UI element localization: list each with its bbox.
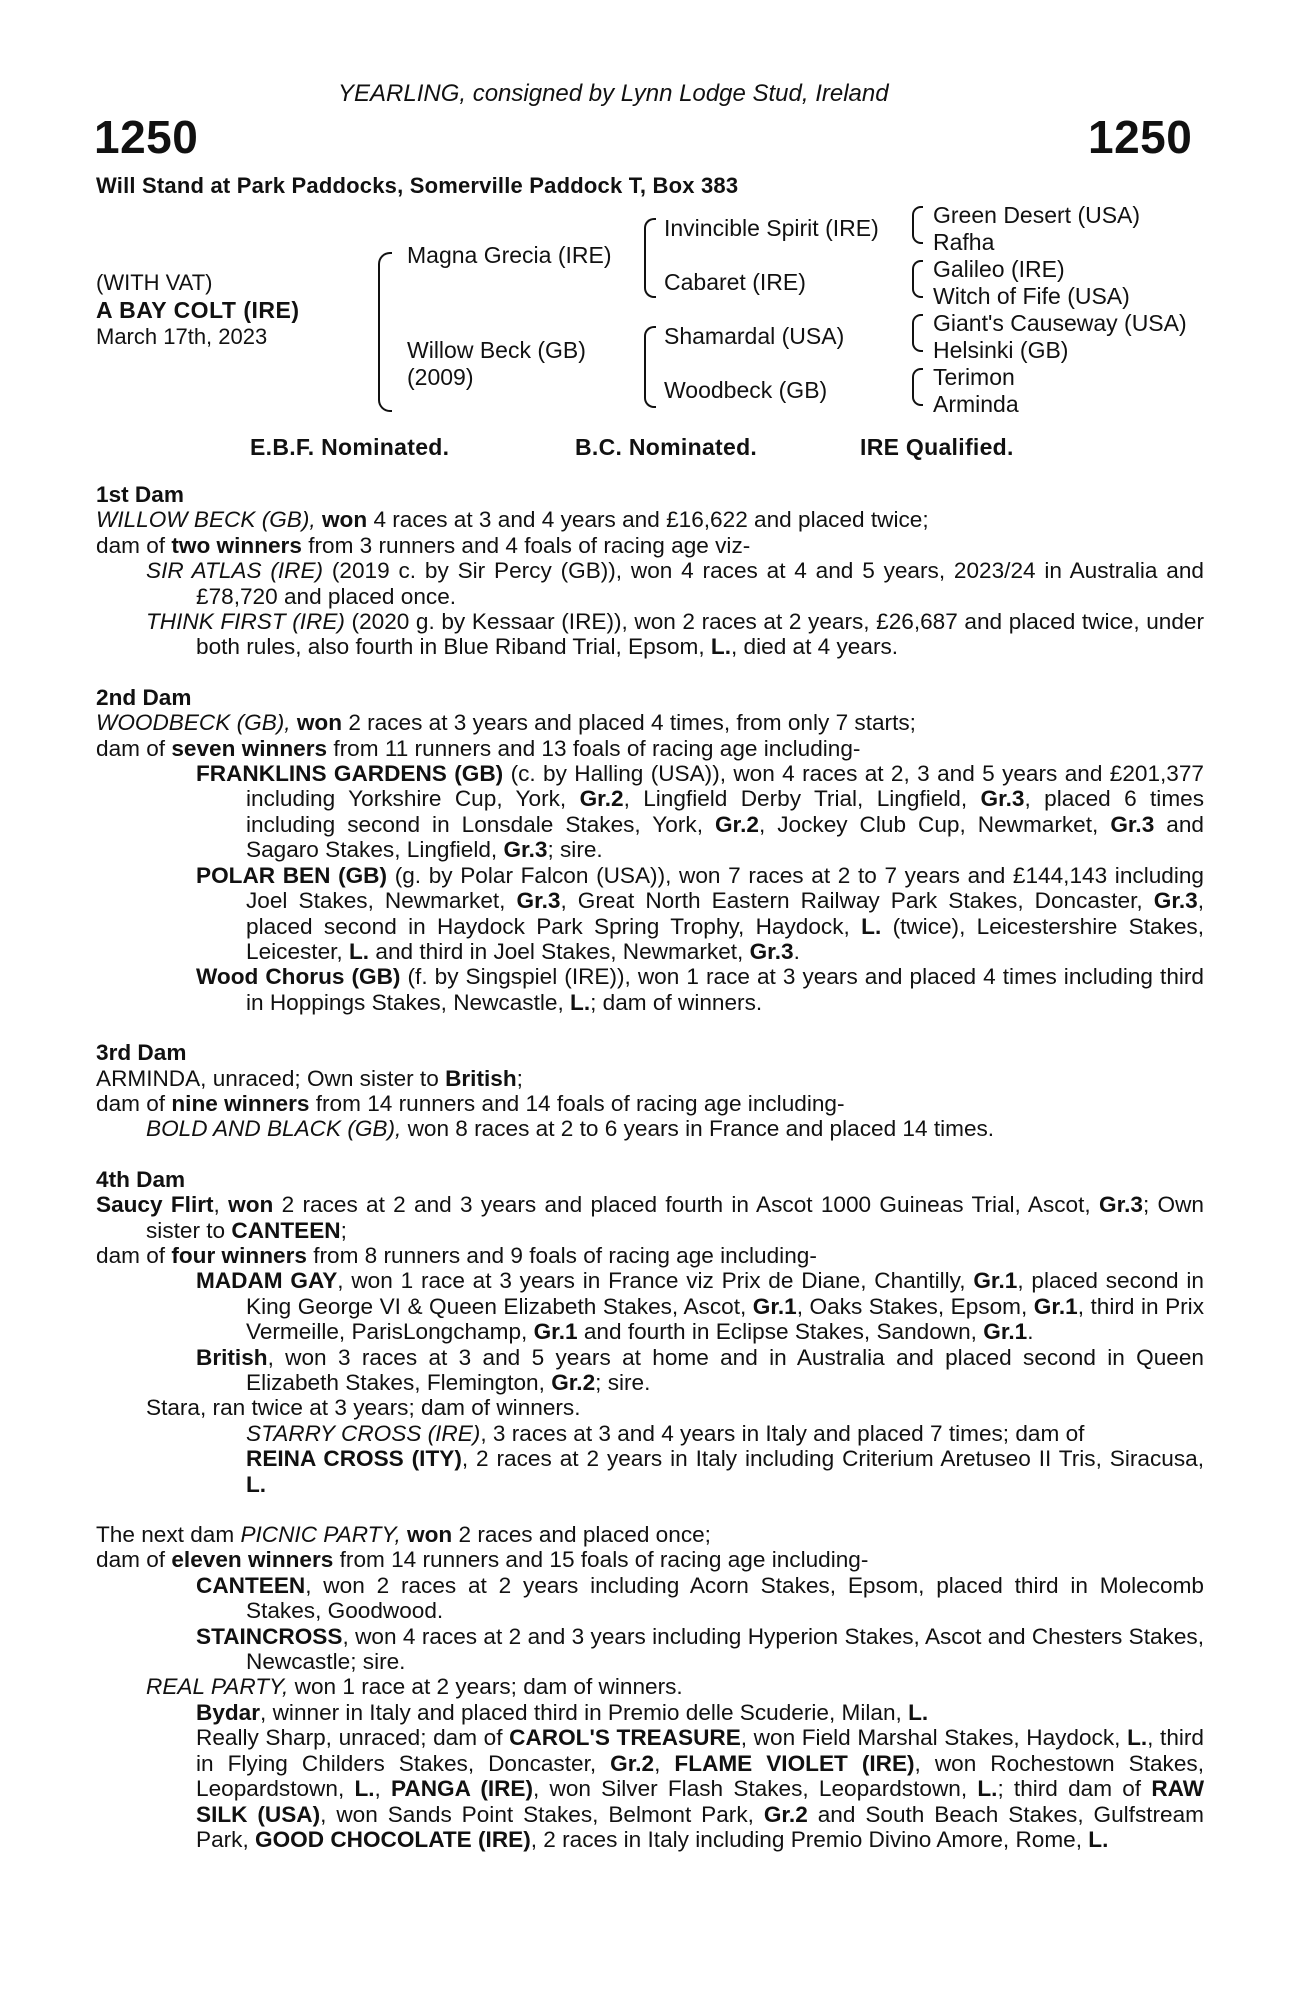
produce-name: POLAR BEN (GB) <box>196 862 388 888</box>
text: , placed second in King George VI & Queen Elizabeth Stakes, Ascot, <box>246 1268 1204 1319</box>
race-grade: Gr.1 <box>1033 1293 1078 1319</box>
text: , Great North Eastern Railway Park Stakes, Doncaster, <box>560 888 1143 914</box>
sire: Magna Grecia (IRE) <box>407 242 612 268</box>
grandproduce-entry <box>96 1421 1204 1446</box>
dam-dam-dam: Arminda <box>933 391 1019 417</box>
text: dam of <box>96 1090 166 1116</box>
produce-summary <box>96 736 1204 761</box>
text: dam of <box>96 1242 166 1268</box>
race-grade: Gr.2 <box>551 1370 596 1395</box>
text: . <box>1027 1319 1034 1345</box>
dam-name: WILLOW BECK (GB), <box>96 507 316 533</box>
pedigree-brace-sire-lower <box>644 256 656 298</box>
produce-record: , 2 races at 2 years in Italy including Criterium Aretuseo II Tris, Siracusa, <box>461 1446 1204 1472</box>
pedigree-brace-gen3-3 <box>912 314 923 352</box>
race-grade: L. <box>908 1699 929 1725</box>
dam-sire-dam: Helsinki (GB) <box>933 337 1069 363</box>
produce-entry <box>96 863 1204 965</box>
text: from 14 runners and 14 foals of racing age including- <box>315 1090 845 1116</box>
produce-record: won 8 races at 2 to 6 years in France and placed 14 times. <box>407 1116 995 1142</box>
text: dam of <box>96 532 166 558</box>
race-grade: Gr.2 <box>579 786 624 812</box>
vat-note: (WITH VAT) <box>96 270 213 295</box>
pedigree-brace-main <box>378 252 392 332</box>
produce-record: (c. by Halling (USA)), won 4 races at 2, 3 and 5 years and £201,377 including Yorkshire Cup, York, <box>246 761 1204 812</box>
produce-name: REAL PARTY, <box>146 1674 289 1700</box>
dam-record <box>96 507 1204 532</box>
race-grade: Gr.3 <box>749 938 794 964</box>
section-heading: 2nd Dam <box>96 684 192 710</box>
produce-name: CAROL'S TREASURE <box>509 1725 741 1751</box>
text: , Lingfield Derby Trial, Lingfield, <box>623 786 968 812</box>
text: , placed second in Haydock Park Spring Trophy, Haydock, <box>246 888 1204 939</box>
bc-nomination: B.C. Nominated. <box>575 434 758 460</box>
pedigree-brace-dam-lower <box>644 366 656 408</box>
produce-name: SIR ATLAS (IRE) <box>146 558 324 584</box>
produce-entry <box>96 558 1204 609</box>
text: ; sire. <box>547 837 603 863</box>
race-grade: Gr.3 <box>1110 811 1155 837</box>
text: ; <box>340 1217 347 1243</box>
text: ; third dam of <box>997 1776 1142 1802</box>
ebf-nomination: E.B.F. Nominated. <box>250 434 450 460</box>
race-grade: Gr.3 <box>516 888 561 914</box>
race-grade: Gr.2 <box>763 1801 808 1827</box>
produce-entry <box>96 1573 1204 1624</box>
race-grade: L. <box>977 1776 998 1802</box>
race-grade: Gr.3 <box>980 786 1025 812</box>
dam-record <box>96 710 1204 735</box>
text: , <box>374 1776 381 1802</box>
race-grade: L. <box>349 938 370 964</box>
sire-sire-sire: Green Desert (USA) <box>933 202 1141 228</box>
text: and Sagaro Stakes, Lingfield, <box>246 811 1204 863</box>
text: , third in Flying Childers Stakes, Doncaster, <box>196 1725 1204 1776</box>
produce-record: , won 2 races at 2 years including Acorn Stakes, Epsom, placed third in Molecomb Stakes, Goodwood. <box>246 1572 1204 1624</box>
race-grade: Gr.3 <box>1099 1192 1143 1218</box>
text: (twice), Leicestershire Stakes, Leicester, <box>246 913 1205 964</box>
sire-sire: Invincible Spirit (IRE) <box>664 215 879 241</box>
winners-count: nine winners <box>171 1090 310 1116</box>
sire-dam-dam: Witch of Fife (USA) <box>933 283 1130 309</box>
produce-summary <box>96 1243 1204 1268</box>
text: , Oaks Stakes, Epsom, <box>796 1293 1028 1319</box>
race-grade: L. <box>1088 1826 1109 1852</box>
produce-name: British <box>196 1344 268 1370</box>
dam-record-text: ARMINDA, unraced; Own sister to <box>96 1065 439 1091</box>
text: and fourth in Eclipse Stakes, Sandown, <box>583 1319 977 1345</box>
race-grade: Gr.3 <box>1153 888 1198 914</box>
sire-dam-sire: Galileo (IRE) <box>933 256 1065 282</box>
race-grade: L. <box>570 989 591 1015</box>
race-grade: L. <box>710 634 731 660</box>
race-grade: Gr.1 <box>983 1319 1028 1345</box>
text: , third in Prix Vermeille, ParisLongchamp, <box>246 1293 1204 1345</box>
third-dam-section <box>96 1040 1204 1142</box>
produce-name: FRANKLINS GARDENS (GB) <box>196 761 504 787</box>
dam-name: WOODBECK (GB), <box>96 710 291 736</box>
text: , <box>654 1750 661 1776</box>
produce-summary <box>96 1547 1204 1572</box>
race-grade: Gr.2 <box>714 811 759 837</box>
text: from 14 runners and 15 foals of racing age including- <box>339 1547 869 1573</box>
produce-entry <box>96 964 1204 1015</box>
second-dam-section <box>96 685 1204 1015</box>
catalogue-subtitle: YEARLING, consigned by Lynn Lodge Stud, Ireland <box>338 80 889 107</box>
race-grade: Gr.1 <box>752 1293 797 1319</box>
dam-record <box>96 1066 1204 1091</box>
section-heading: 3rd Dam <box>96 1040 187 1066</box>
section-heading: 1st Dam <box>96 482 184 507</box>
produce-name: STAINCROSS <box>196 1623 343 1649</box>
pedigree-brace-gen3-2 <box>912 260 923 298</box>
race-grade: Gr.1 <box>533 1319 578 1345</box>
dam-year: (2009) <box>407 364 474 390</box>
produce-entry: Stara, ran twice at 3 years; dam of winners. <box>146 1395 581 1421</box>
next-dam-section <box>96 1522 1204 1852</box>
text: , won Sands Point Stakes, Belmont Park, <box>320 1801 754 1827</box>
produce-entry <box>96 609 1204 660</box>
foaling-date: March 17th, 2023 <box>96 324 268 349</box>
text: from 11 runners and 13 foals of racing age including- <box>333 735 861 761</box>
text: from 3 runners and 4 foals of racing age viz- <box>308 532 751 558</box>
lot-number-left: 1250 <box>94 111 199 163</box>
race-grade: Gr.2 <box>610 1750 655 1776</box>
dam-dam-sire: Terimon <box>933 364 1015 390</box>
produce-name: MADAM GAY <box>196 1268 338 1294</box>
dam-sire: Shamardal (USA) <box>664 323 845 349</box>
horse-name: A BAY COLT (IRE) <box>96 297 300 323</box>
produce-entry <box>96 1624 1204 1675</box>
race-grade: L. <box>246 1471 267 1497</box>
produce-record: (f. by Singspiel (IRE)), won 1 race at 3 years and placed 4 times including third in Hoppings Stakes, Newcastle, <box>246 964 1204 1015</box>
race-grade: L. <box>861 913 882 939</box>
produce-name: Wood Chorus (GB) <box>196 964 401 990</box>
produce-name: FLAME VIOLET (IRE) <box>674 1750 915 1776</box>
pedigree-brace-main-lower <box>378 332 392 412</box>
produce-record: , won 3 races at 3 and 5 years at home and in Australia and placed second in Queen Elizabeth Stakes, Flemington, <box>246 1344 1204 1395</box>
produce-name: PANGA (IRE) <box>391 1776 534 1802</box>
race-grade: L. <box>1127 1725 1148 1751</box>
fourth-dam-section <box>96 1167 1204 1497</box>
first-dam-section <box>96 482 1204 660</box>
text: ; Own sister to <box>146 1192 1205 1243</box>
text: , won Rochestown Stakes, Leopardstown, <box>196 1750 1204 1802</box>
sibling-name: British <box>445 1065 517 1091</box>
ire-qualification: IRE Qualified. <box>860 434 1014 460</box>
pedigree-brace-sire <box>644 218 656 258</box>
winners-count: four winners <box>171 1242 307 1268</box>
text: The next dam <box>96 1522 235 1548</box>
produce-record: won 1 race at 2 years; dam of winners. <box>294 1674 683 1700</box>
produce-name: CANTEEN <box>196 1572 306 1598</box>
dam-record-text: 2 races at 3 years and placed 4 times, from only 7 starts; <box>348 710 916 736</box>
produce-summary <box>96 533 1204 558</box>
produce-entry <box>96 1674 1204 1699</box>
produce-name: STARRY CROSS (IRE) <box>246 1420 481 1446</box>
race-grade: L. <box>354 1776 375 1802</box>
pedigree-brace-gen3-4 <box>912 368 923 406</box>
produce-record: Really Sharp, unraced; dam of <box>196 1725 503 1751</box>
text: dam of <box>96 735 166 761</box>
text: ; dam of winners. <box>590 989 763 1015</box>
produce-name: Bydar <box>196 1699 261 1725</box>
pedigree-brace-dam <box>644 326 656 368</box>
text: , placed 6 times including second in Lonsdale Stakes, York, <box>246 786 1205 837</box>
produce-entry <box>96 1345 1204 1396</box>
dam-record-text: 2 races at 2 and 3 years and placed fourth in Ascot 1000 Guineas Trial, Ascot, <box>281 1192 1091 1218</box>
text: . <box>793 938 800 964</box>
text: , 2 races in Italy including Premio Divino Amore, Rome, <box>530 1826 1082 1852</box>
dam: Willow Beck (GB) <box>407 337 586 363</box>
produce-entry <box>96 1116 1204 1141</box>
produce-record: , winner in Italy and placed third in Premio delle Scuderie, Milan, <box>260 1699 902 1725</box>
dam-record <box>96 1522 1204 1547</box>
text: , won Field Marshal Stakes, Haydock, <box>740 1725 1121 1751</box>
won-label: won <box>296 710 343 736</box>
dam-sire-sire: Giant's Causeway (USA) <box>933 310 1187 336</box>
text: from 8 runners and 9 foals of racing age including- <box>313 1242 817 1268</box>
pedigree-brace-gen3-1 <box>912 206 923 244</box>
text: ; sire. <box>595 1370 651 1395</box>
sibling-name: CANTEEN <box>231 1217 341 1243</box>
race-grade: Gr.1 <box>973 1268 1018 1294</box>
dam-name: PICNIC PARTY, <box>240 1522 401 1548</box>
text: ; <box>516 1065 523 1091</box>
dam-record: Saucy Flirt, won 2 races at 2 and 3 years and placed fourth in Ascot 1000 Guineas Trial, Ascot, Gr.3; Own sister to CANTEEN; <box>96 1192 1205 1243</box>
catalogue-body <box>96 482 1204 1877</box>
text: , Jockey Club Cup, Newmarket, <box>758 811 1099 837</box>
race-grade: Gr.3 <box>503 837 548 863</box>
dam-record-text: 4 races at 3 and 4 years and £16,622 and placed twice; <box>373 507 929 533</box>
produce-entry <box>96 1268 1204 1344</box>
grandproduce-continuation <box>96 1446 1204 1497</box>
produce-record: (g. by Polar Falcon (USA)), won 7 races at 2 to 7 years and £144,143 including Joel Stakes, Newmarket, <box>246 862 1204 914</box>
winners-count: eleven winners <box>171 1547 334 1573</box>
grandproduce-entry <box>96 1700 1204 1725</box>
produce-name: GOOD CHOCOLATE (IRE) <box>255 1826 531 1852</box>
text: and South Beach Stakes, Gulfstream Park, <box>196 1801 1205 1852</box>
won-label: won <box>228 1192 274 1218</box>
text: dam of <box>96 1547 166 1573</box>
produce-summary <box>96 1091 1204 1116</box>
produce-entry <box>96 761 1204 863</box>
stabling-location: Will Stand at Park Paddocks, Somerville Paddock T, Box 383 <box>96 173 739 198</box>
sire-dam: Cabaret (IRE) <box>664 269 806 295</box>
produce-record: , 3 races at 3 and 4 years in Italy and placed 7 times; dam of <box>480 1420 1085 1446</box>
produce-record: (2019 c. by Sir Percy (GB)), won 4 races at 4 and 5 years, 2023/24 in Australia and £78,720 and placed once. <box>196 558 1204 609</box>
text: , won Silver Flash Stakes, Leopardstown, <box>533 1776 968 1802</box>
produce-name: BOLD AND BLACK (GB), <box>146 1116 402 1142</box>
produce-name: THINK FIRST (IRE) <box>146 609 345 635</box>
won-label: won <box>407 1522 453 1548</box>
dam-name: Saucy Flirt <box>96 1192 214 1218</box>
dam-dam: Woodbeck (GB) <box>664 377 828 403</box>
text: , died at 4 years. <box>731 634 899 660</box>
winners-count: seven winners <box>171 735 328 761</box>
lot-number-right: 1250 <box>1088 111 1193 163</box>
produce-record: , won 1 race at 3 years in France viz Prix de Diane, Chantilly, <box>337 1268 966 1294</box>
produce-record: , won 4 races at 2 and 3 years including Hyperion Stakes, Ascot and Chesters Stakes, Newcastle; sire. <box>246 1623 1204 1675</box>
produce-record: (2020 g. by Kessaar (IRE)), won 2 races at 2 years, £26,687 and placed twice, under both rules, also fourth in Blue Riband Trial, Epsom, <box>196 609 1204 660</box>
text: and third in Joel Stakes, Newmarket, <box>375 938 744 964</box>
sire-sire-dam: Rafha <box>933 229 995 255</box>
section-heading: 4th Dam <box>96 1166 186 1192</box>
produce-name: RAW SILK (USA) <box>196 1776 1205 1827</box>
produce-name: REINA CROSS (ITY) <box>246 1446 462 1472</box>
won-label: won <box>321 507 368 533</box>
dam-record-text: 2 races and placed once; <box>458 1522 711 1548</box>
winners-count: two winners <box>171 532 302 558</box>
grandproduce-entry <box>96 1725 1204 1852</box>
